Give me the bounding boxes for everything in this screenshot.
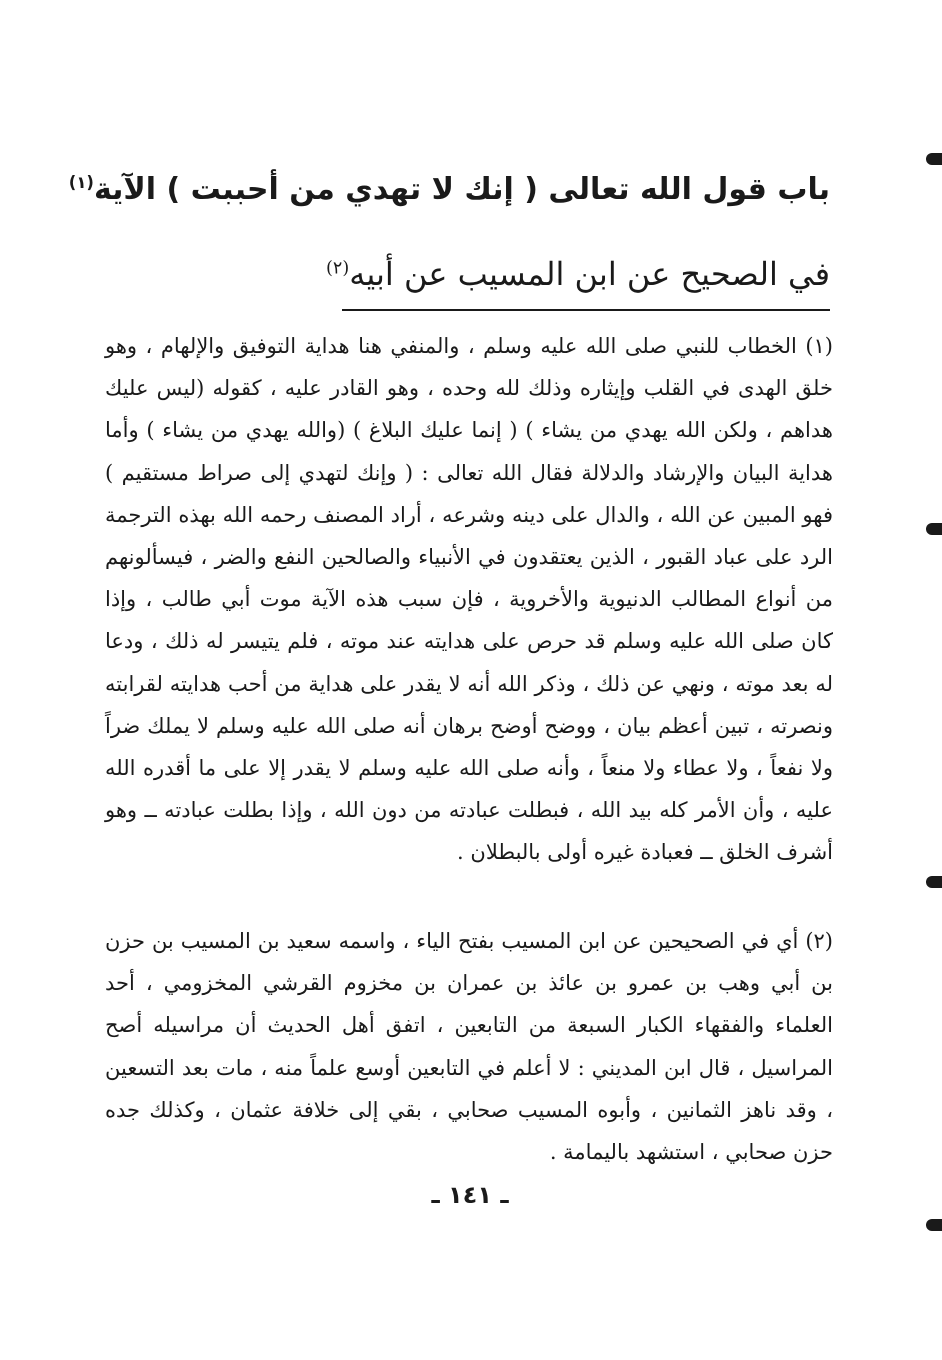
chapter-title-text: باب قول الله تعالى ( إنك لا تهدي من أحببت ) الآية [93,172,830,207]
hadith-intro-text: في الصحيح عن ابن المسيب عن أبيه [349,255,830,293]
chapter-title [68,168,830,212]
footnote-separator [342,309,830,311]
margin-tab-mark [926,153,942,165]
hadith-intro [326,250,830,298]
footnote-1: (١) الخطاب للنبي صلى الله عليه وسلم ، والمنفي هنا هداية التوفيق والإلهام ، وهو خلق الهدى في القلب وإيثاره وذلك لله وحده ، وهو القادر عليه ، كقوله (ليس عليك هداهم ، ولكن الله يهدي من يشاء ) ( إنما عليك البلاغ ) (والله يهدي من يشاء ) وأما هداية البيان والإرشاد والدلالة فقال الله تعالى : ( وإنك لتهدي إلى صراط مستقيم ) فهو المبين عن الله ، والدال على دينه وشرعه ، أراد المصنف رحمه الله بهذه الترجمة الرد على عباد القبور ، الذين يعتقدون في الأنبياء والصالحين النفع والضر ، فيسألونهم من أنواع المطالب الدنيوية والأخروية ، فإن سبب هذه الآية موت أبي طالب ، وإذا كان صلى الله عليه وسلم قد حرص على هدايته عند موته ، فلم يتيسر له ذلك ، ودعا له بعد موته ، ونهي عن ذلك ، وذكر الله أنه لا يقدر على هداية من أحب هدايته لقرابته ونصرته ، تبين أعظم بيان ، ووضح أوضح برهان أنه صلى الله عليه وسلم لا يملك ضراً ولا نفعاً ، ولا عطاء ولا منعاً ، وأنه صلى الله عليه وسلم لا يقدر إلا على ما أقدره الله عليه ، وأن الأمر كله بيد الله ، فبطلت عبادته من دون الله ، وإذا بطلت عبادته ــ وهو أشرف الخلق ــ فعبادة غيره أولى بالبطلان . [105,334,833,865]
page-number: ـ ١٤١ ـ [431,1181,509,1209]
footnote-marker-2: (٢) [326,258,350,279]
margin-tab-mark [926,523,942,535]
footnote-marker-1: (١) [68,173,94,192]
footnote-2: (٢) أي في الصحيحين عن ابن المسيب بفتح الياء ، واسمه سعيد بن المسيب بن حزن بن أبي وهب بن عمرو بن عائذ بن عمران بن مخزوم القرشي المخزومي ، أحد العلماء والفقهاء الكبار السبعة من التابعين ، اتفق أهل الحديث أن مراسيله أصح المراسيل ، قال ابن المديني : لا أعلم في التابعين أوسع علماً منه ، مات بعد التسعين ، وقد ناهز الثمانين ، وأبوه المسيب صحابي ، بقي إلى خلافة عثمان ، وكذلك جده حزن صحابي ، استشهد باليمامة . [105,929,833,1165]
margin-tab-mark [926,876,942,888]
margin-tab-mark [926,1219,942,1231]
